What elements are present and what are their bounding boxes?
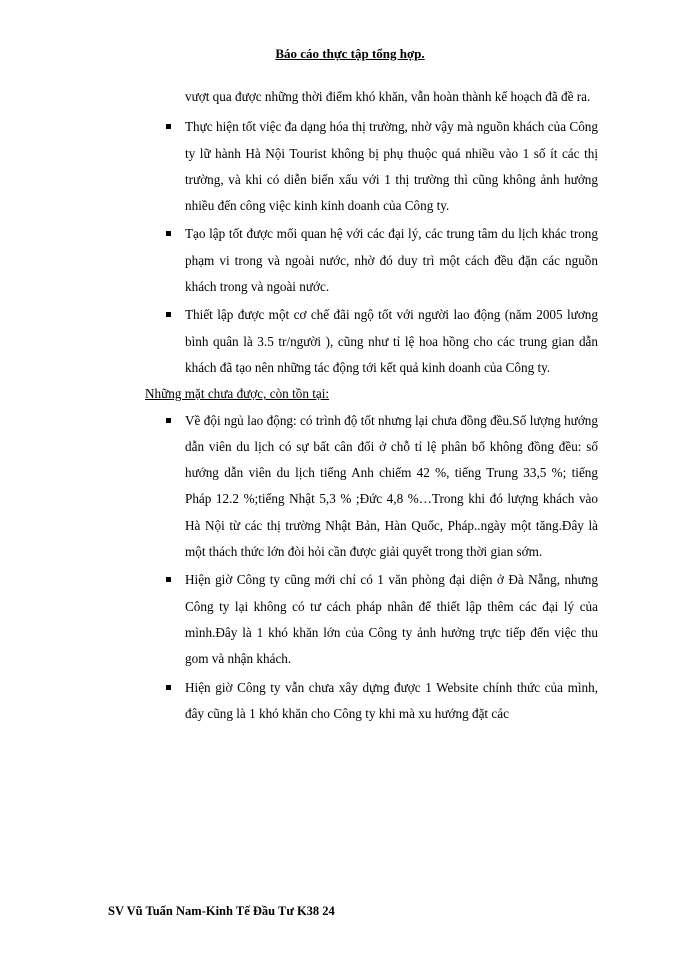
square-bullet-icon [166,418,171,423]
square-bullet-icon [166,124,171,129]
page-header-title: Báo cáo thực tập tổng hợp. [275,46,425,61]
list-item [185,114,598,219]
list-item [185,302,598,381]
list-item-text: Thực hiện tốt việc đa dạng hóa thị trường, nhờ vậy mà nguồn khách của Công ty lữ hành Hà Nội Tourist không bị phụ thuộc quá nhiều vào 1 số ít các thị trường, và khi có diễn biến xấu với 1 thị trường thì cũng không ảnh hưởng nhiều đến công việc kinh kinh doanh của Công ty. [185,119,598,214]
list-item-text: Về đội ngủ lao động: có trình độ tốt nhưng lại chưa đồng đều.Số lượng hướng dẫn viên du lịch có sự bất cân đối ở chỗ tỉ lệ phân bố không đồng đều: số hướng dẫn viên du lịch tiếng Anh chiếm 42 %, tiếng Trung 33,5 %; tiếng Pháp 12.2 %;tiếng Nhật 5,3 % ;Đức 4,8 %…Trong khi đó lượng khách vào Hà Nội từ các thị trường Nhật Bản, Hàn Quốc, Pháp..ngày một tăng.Đây là một thách thức lớn đòi hỏi cần được giải quyết trong thời gian sớm. [185,412,598,560]
weakness-heading: Những mặt chưa được, còn tồn tại: [145,386,330,402]
list-item [185,675,598,728]
continuation-paragraph: vượt qua được những thời điểm khó khăn, vẫn hoàn thành kế hoạch đã đề ra. [185,89,591,104]
page-footer: SV Vũ Tuấn Nam-Kinh Tế Đầu Tư K38 24 [108,904,335,918]
weaknesses-list [0,408,700,728]
square-bullet-icon [166,231,171,236]
strengths-list [0,114,700,381]
list-item [185,221,598,300]
list-item [185,567,598,672]
list-item [185,408,598,566]
list-item-text: Hiện giờ Công ty vẫn chưa xây dựng được 1 Website chính thức của mình, đây cũng là 1 khó khăn cho Công ty khi mà xu hướng đặt các [185,679,598,721]
list-item-text: Thiết lập được một cơ chế đãi ngộ tốt với người lao động (năm 2005 lương bình quân là 3.5 tr/người ), cũng như tỉ lệ hoa hồng cho các trung gian dẫn khách đã tạo nên những tác động tới kết quả kinh doanh của Công ty. [185,307,598,375]
list-item-text: Tạo lập tốt được mối quan hệ với các đại lý, các trung tâm du lịch khác trong phạm vi trong và ngoài nước, nhờ đó duy trì một cách đều đặn các nguồn khách trong và ngoài nước. [185,226,598,295]
square-bullet-icon [166,577,171,582]
square-bullet-icon [166,312,171,317]
list-item-text: Hiện giờ Công ty cũng mới chỉ có 1 văn phòng đại diện ở Đà Nẵng, nhưng Công ty lại không có tư cách pháp nhân để thiết lập thêm các đại lý của mình.Đây là 1 khó khăn lớn của Công ty ảnh hưởng trực tiếp đến việc thu gom và nhận khách. [185,572,598,667]
document-body [0,84,700,729]
square-bullet-icon [166,685,171,690]
